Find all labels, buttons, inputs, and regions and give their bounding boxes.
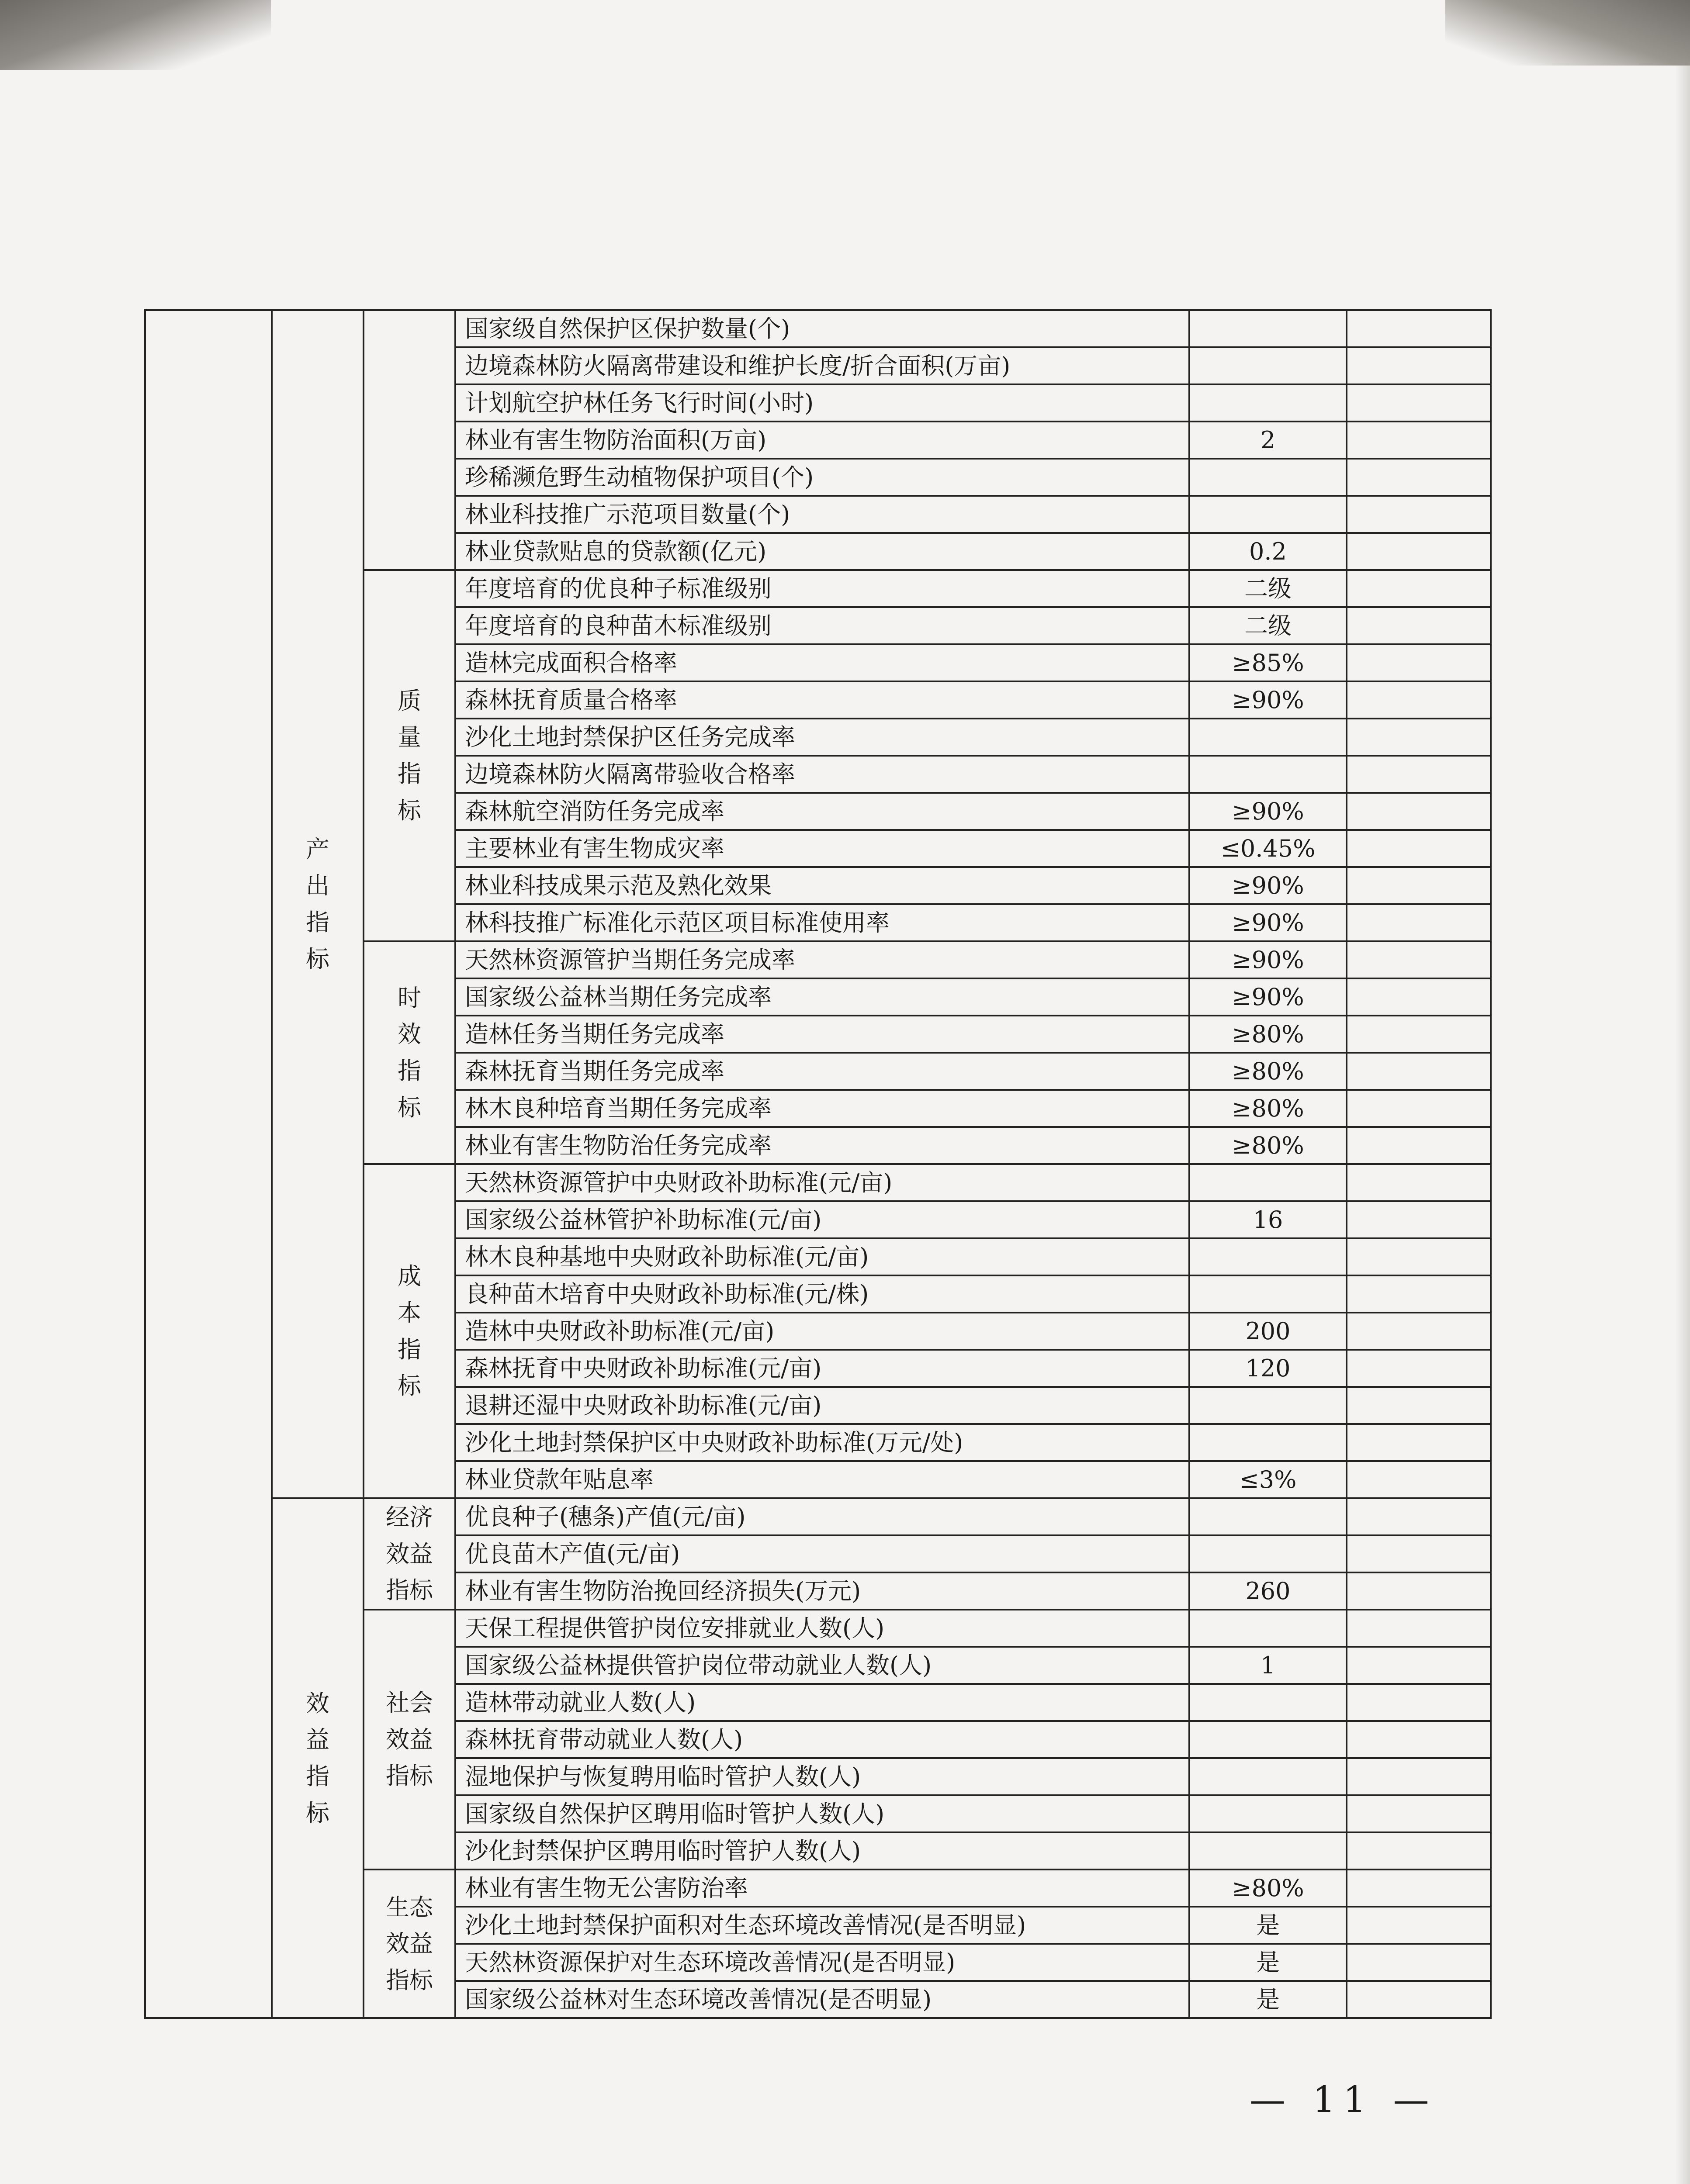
remarks-cell: [1347, 1016, 1491, 1053]
remarks-cell: [1347, 1535, 1491, 1572]
indicator-value: ≥90%: [1189, 867, 1347, 904]
indicator-name: 天然林资源保护对生态环境改善情况(是否明显): [455, 1944, 1189, 1981]
indicator-name: 林业有害生物无公害防治率: [455, 1870, 1189, 1907]
remarks-cell: [1347, 347, 1491, 384]
subcategory-economic: [364, 1498, 455, 1610]
indicator-value: [1189, 1164, 1347, 1201]
indicator-name: 林科技推广标准化示范区项目标准使用率: [455, 904, 1189, 941]
category-benefit: [272, 1498, 364, 2018]
remarks-cell: [1347, 830, 1491, 867]
remarks-cell: [1347, 1647, 1491, 1684]
indicator-value: 200: [1189, 1313, 1347, 1350]
indicator-value: [1189, 756, 1347, 793]
indicator-name: 林木良种培育当期任务完成率: [455, 1090, 1189, 1127]
remarks-cell: [1347, 1164, 1491, 1201]
indicator-value: ≥80%: [1189, 1090, 1347, 1127]
indicator-name: 造林中央财政补助标准(元/亩): [455, 1313, 1189, 1350]
remarks-cell: [1347, 1758, 1491, 1795]
table-row: [145, 1498, 1491, 1535]
indicator-value: [1189, 719, 1347, 756]
subcategory-ecological: [364, 1870, 455, 2018]
remarks-cell: [1347, 1684, 1491, 1721]
indicator-value: ≥85%: [1189, 644, 1347, 681]
indicator-value: 二级: [1189, 607, 1347, 644]
indicator-value: 二级: [1189, 570, 1347, 607]
remarks-cell: [1347, 1090, 1491, 1127]
indicator-value: [1189, 1832, 1347, 1870]
indicator-value: 是: [1189, 1944, 1347, 1981]
indicator-value: [1189, 1795, 1347, 1832]
indicator-name: 天保工程提供管护岗位安排就业人数(人): [455, 1610, 1189, 1647]
remarks-cell: [1347, 1981, 1491, 2018]
remarks-cell: [1347, 1313, 1491, 1350]
remarks-cell: [1347, 1461, 1491, 1498]
indicator-name: 国家级公益林提供管护岗位带动就业人数(人): [455, 1647, 1189, 1684]
subcategory-timeliness: [364, 941, 455, 1164]
subcategory-quantity: [364, 310, 455, 570]
indicator-name: 优良种子(穗条)产值(元/亩): [455, 1498, 1189, 1535]
indicator-value: ≥90%: [1189, 978, 1347, 1016]
indicator-value: [1189, 1758, 1347, 1795]
indicator-value: [1189, 347, 1347, 384]
indicator-value: [1189, 1610, 1347, 1647]
remarks-cell: [1347, 719, 1491, 756]
remarks-cell: [1347, 1944, 1491, 1981]
remarks-cell: [1347, 384, 1491, 422]
indicator-name: 边境森林防火隔离带建设和维护长度/折合面积(万亩): [455, 347, 1189, 384]
indicator-value: [1189, 459, 1347, 496]
indicator-name: 森林抚育带动就业人数(人): [455, 1721, 1189, 1758]
remarks-cell: [1347, 1832, 1491, 1870]
indicator-value: [1189, 1684, 1347, 1721]
remarks-cell: [1347, 310, 1491, 347]
indicator-value: ≥80%: [1189, 1127, 1347, 1164]
remarks-cell: [1347, 867, 1491, 904]
indicator-value: ≤0.45%: [1189, 830, 1347, 867]
indicator-name: 造林带动就业人数(人): [455, 1684, 1189, 1721]
indicator-name: 沙化土地封禁保护区中央财政补助标准(万元/处): [455, 1424, 1189, 1461]
indicator-value: 16: [1189, 1201, 1347, 1238]
indicator-name: 林木良种基地中央财政补助标准(元/亩): [455, 1238, 1189, 1275]
indicator-name: 造林完成面积合格率: [455, 644, 1189, 681]
remarks-cell: [1347, 570, 1491, 607]
remarks-cell: [1347, 756, 1491, 793]
indicator-value: ≤3%: [1189, 1461, 1347, 1498]
indicator-value: [1189, 1498, 1347, 1535]
indicator-name: 年度培育的良种苗木标准级别: [455, 607, 1189, 644]
indicator-value: [1189, 1424, 1347, 1461]
performance-indicator-table: [144, 309, 1492, 2019]
table-row: [145, 310, 1491, 347]
indicator-name: 湿地保护与恢复聘用临时管护人数(人): [455, 1758, 1189, 1795]
indicator-value: ≥80%: [1189, 1016, 1347, 1053]
subcategory-quality-label: 质量指标: [398, 687, 421, 824]
remarks-cell: [1347, 793, 1491, 830]
indicator-value: [1189, 1721, 1347, 1758]
indicator-name: 退耕还湿中央财政补助标准(元/亩): [455, 1387, 1189, 1424]
page-number: — 11 —: [1250, 2079, 1437, 2121]
indicator-name: 森林抚育质量合格率: [455, 681, 1189, 719]
indicator-value: 260: [1189, 1572, 1347, 1610]
subcategory-economic-label: 经济效益指标: [386, 1503, 433, 1604]
remarks-cell: [1347, 459, 1491, 496]
category-output-label: 产出指标: [306, 835, 329, 973]
indicator-name: 森林抚育中央财政补助标准(元/亩): [455, 1350, 1189, 1387]
indicator-value: [1189, 1275, 1347, 1313]
indicator-value: 1: [1189, 1647, 1347, 1684]
indicator-name: 沙化土地封禁保护区任务完成率: [455, 719, 1189, 756]
scan-shadow-right: [1675, 66, 1690, 2184]
indicator-value: [1189, 1535, 1347, 1572]
remarks-cell: [1347, 1610, 1491, 1647]
indicator-name: 天然林资源管护当期任务完成率: [455, 941, 1189, 978]
indicator-name: 年度培育的优良种子标准级别: [455, 570, 1189, 607]
first-level-indicator-cell: [145, 310, 272, 2018]
remarks-cell: [1347, 1424, 1491, 1461]
category-output: [272, 310, 364, 1498]
indicator-value: [1189, 1387, 1347, 1424]
indicator-name: 林业有害生物防治面积(万亩): [455, 422, 1189, 459]
indicator-name: 沙化封禁保护区聘用临时管护人数(人): [455, 1832, 1189, 1870]
remarks-cell: [1347, 533, 1491, 570]
subcategory-timeliness-label: 时效指标: [398, 984, 421, 1121]
indicator-name: 林业有害生物防治任务完成率: [455, 1127, 1189, 1164]
remarks-cell: [1347, 1721, 1491, 1758]
remarks-cell: [1347, 1127, 1491, 1164]
category-benefit-label: 效益指标: [306, 1689, 329, 1827]
remarks-cell: [1347, 1572, 1491, 1610]
subcategory-cost: [364, 1164, 455, 1498]
indicator-name: 国家级公益林管护补助标准(元/亩): [455, 1201, 1189, 1238]
indicator-value: [1189, 310, 1347, 347]
indicator-name: 森林抚育当期任务完成率: [455, 1053, 1189, 1090]
scan-shadow-top-left: [0, 0, 271, 70]
remarks-cell: [1347, 941, 1491, 978]
indicator-name: 良种苗木培育中央财政补助标准(元/株): [455, 1275, 1189, 1313]
indicator-value: ≥80%: [1189, 1053, 1347, 1090]
remarks-cell: [1347, 496, 1491, 533]
remarks-cell: [1347, 1387, 1491, 1424]
subcategory-ecological-label: 生态效益指标: [386, 1893, 433, 1994]
indicator-name: 计划航空护林任务飞行时间(小时): [455, 384, 1189, 422]
subcategory-social: [364, 1610, 455, 1870]
indicator-name: 优良苗木产值(元/亩): [455, 1535, 1189, 1572]
remarks-cell: [1347, 978, 1491, 1016]
indicator-value: [1189, 496, 1347, 533]
indicator-value: 是: [1189, 1981, 1347, 2018]
remarks-cell: [1347, 1053, 1491, 1090]
indicator-name: 国家级公益林对生态环境改善情况(是否明显): [455, 1981, 1189, 2018]
remarks-cell: [1347, 1795, 1491, 1832]
remarks-cell: [1347, 1498, 1491, 1535]
indicator-value: 0.2: [1189, 533, 1347, 570]
remarks-cell: [1347, 1870, 1491, 1907]
indicator-name: 林业贷款贴息的贷款额(亿元): [455, 533, 1189, 570]
indicator-value: 2: [1189, 422, 1347, 459]
indicator-value: 是: [1189, 1907, 1347, 1944]
indicator-name: 沙化土地封禁保护面积对生态环境改善情况(是否明显): [455, 1907, 1189, 1944]
indicator-name: 国家级自然保护区保护数量(个): [455, 310, 1189, 347]
indicator-name: 林业贷款年贴息率: [455, 1461, 1189, 1498]
remarks-cell: [1347, 607, 1491, 644]
subcategory-quality: [364, 570, 455, 941]
remarks-cell: [1347, 1275, 1491, 1313]
indicator-name: 林业科技成果示范及熟化效果: [455, 867, 1189, 904]
remarks-cell: [1347, 422, 1491, 459]
remarks-cell: [1347, 644, 1491, 681]
indicator-value: ≥90%: [1189, 904, 1347, 941]
indicator-name: 林业有害生物防治挽回经济损失(万元): [455, 1572, 1189, 1610]
indicator-name: 边境森林防火隔离带验收合格率: [455, 756, 1189, 793]
indicator-value: ≥80%: [1189, 1870, 1347, 1907]
indicator-name: 森林航空消防任务完成率: [455, 793, 1189, 830]
subcategory-cost-label: 成本指标: [398, 1262, 421, 1400]
indicator-name: 珍稀濒危野生动植物保护项目(个): [455, 459, 1189, 496]
indicator-name: 主要林业有害生物成灾率: [455, 830, 1189, 867]
remarks-cell: [1347, 1907, 1491, 1944]
remarks-cell: [1347, 904, 1491, 941]
remarks-cell: [1347, 1201, 1491, 1238]
indicator-value: [1189, 1238, 1347, 1275]
scan-shadow-top-right: [1445, 0, 1690, 66]
indicator-value: ≥90%: [1189, 681, 1347, 719]
remarks-cell: [1347, 1238, 1491, 1275]
indicator-name: 天然林资源管护中央财政补助标准(元/亩): [455, 1164, 1189, 1201]
remarks-cell: [1347, 1350, 1491, 1387]
indicator-value: [1189, 384, 1347, 422]
indicator-name: 造林任务当期任务完成率: [455, 1016, 1189, 1053]
indicator-value: ≥90%: [1189, 793, 1347, 830]
indicator-value: 120: [1189, 1350, 1347, 1387]
indicator-name: 国家级自然保护区聘用临时管护人数(人): [455, 1795, 1189, 1832]
subcategory-social-label: 社会效益指标: [386, 1689, 433, 1790]
indicator-name: 国家级公益林当期任务完成率: [455, 978, 1189, 1016]
indicator-name: 林业科技推广示范项目数量(个): [455, 496, 1189, 533]
remarks-cell: [1347, 681, 1491, 719]
indicator-value: ≥90%: [1189, 941, 1347, 978]
